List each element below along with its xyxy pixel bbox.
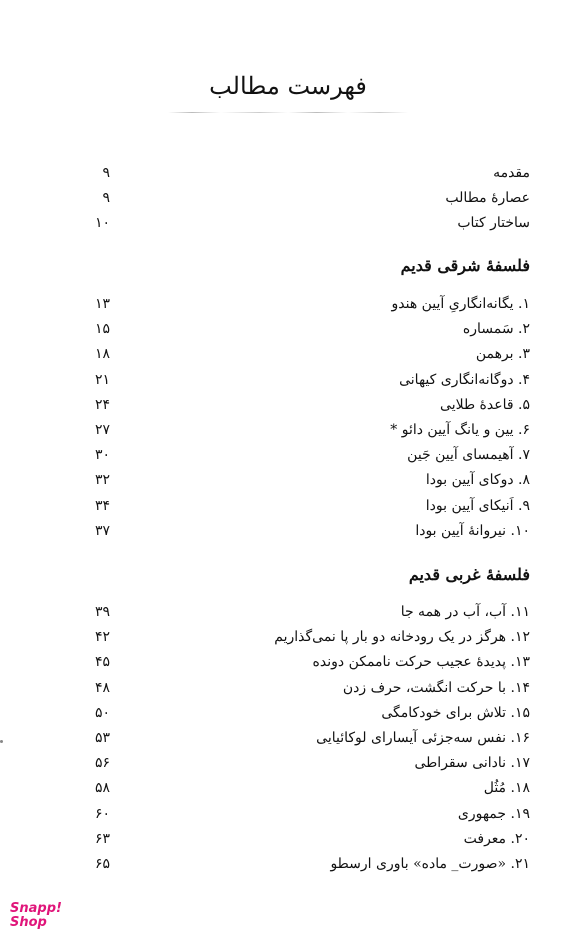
toc-entry (70, 343, 530, 365)
toc-entry-title: ۱۲. هرگز در یک رودخانه دو بار پا نمی‌گذاریم (274, 629, 530, 646)
toc-entry-title: ۶. یین و یانگ آیین دائو * (390, 422, 530, 438)
toc-entry-page: ۶۳ (94, 830, 110, 847)
toc-entry-title: ۲۰. معرفت (463, 830, 530, 847)
toc-entry-page: ۱۳ (94, 296, 110, 312)
title-underline (168, 112, 408, 113)
scan-speck (0, 740, 3, 743)
toc-entry-title: ۱۸. مُثُل (483, 780, 530, 797)
toc-entry-page: ۴۸ (94, 679, 110, 696)
toc-entry-page: ۱۸ (94, 346, 110, 363)
toc-entry-title: ۳. برهمن (475, 346, 530, 363)
toc-entry-title: ۸. دوکای آیین بودا (425, 472, 530, 489)
toc-entry-title: ۷. آهیمسای آیین جَین (407, 447, 530, 464)
toc-entry (70, 777, 530, 799)
toc-entry-title: ساختار کتاب (457, 215, 530, 231)
toc-entry-title: ۱۱. آب، آب در همه جا (400, 604, 530, 620)
toc-entry (70, 752, 530, 774)
toc-entry (70, 828, 530, 850)
toc-entry-page: ۳۷ (94, 522, 110, 539)
toc-entry (70, 727, 530, 749)
toc-entry-title: ۲۱. «صورت_ ماده» باوری ارسطو (330, 856, 530, 872)
toc-entry-page: ۱۵ (94, 321, 110, 338)
toc-entry-page: ۵۶ (94, 755, 110, 772)
toc-entry (70, 702, 530, 724)
toc-entry-page: ۴۵ (94, 654, 110, 671)
toc-entry-page: ۲۷ (94, 422, 110, 438)
toc-entry (70, 293, 530, 315)
toc-entry (70, 318, 530, 340)
toc-entry-page: ۳۴ (94, 497, 110, 514)
toc-entry (70, 495, 530, 517)
toc-entry-title: ۱۳. پدیدهٔ عجیب حرکت ناممکن دونده (312, 654, 530, 671)
toc-entry-title: ۱۴. با حرکت انگشت، حرف زدن (342, 679, 530, 696)
toc-entry-page: ۲۴ (94, 396, 110, 413)
toc-entry (70, 394, 530, 416)
toc-entry (70, 651, 530, 673)
toc-entry-title: ۱۹. جمهوری (457, 805, 530, 822)
toc-entry-title: مقدمه (493, 165, 530, 181)
toc-entry (70, 419, 530, 441)
toc-entry (70, 187, 530, 209)
snappshop-logo: Snapp! Shop (10, 901, 62, 930)
toc-entry (70, 444, 530, 466)
toc-entry-page: ۳۰ (94, 447, 110, 464)
toc-entry (70, 677, 530, 699)
toc-entry (70, 626, 530, 648)
toc-entry-title: ۹. اَنیکای آیین بودا (425, 497, 530, 514)
toc-entry-page: ۳۹ (94, 604, 110, 620)
toc-entry-title: ۲. سَمساره (462, 321, 530, 338)
toc-entry-title: ۱۵. تلاش برای خودکامگی (381, 704, 530, 721)
toc-entry (70, 853, 530, 875)
toc-entry-page: ۹ (102, 190, 110, 206)
toc-entry-page: ۹ (102, 165, 110, 181)
toc-entry (70, 212, 530, 234)
toc-entry-page: ۵۰ (94, 704, 110, 721)
toc-entry (70, 520, 530, 542)
toc-entry-page: ۴۲ (94, 629, 110, 646)
toc-entry-page: ۶۵ (94, 856, 110, 872)
toc-entry-title: عصارهٔ مطالب (445, 190, 530, 206)
toc-entry (70, 369, 530, 391)
toc-entry-page: ۳۲ (94, 472, 110, 489)
toc-entry-page: ۵۸ (94, 780, 110, 797)
toc-entry (70, 162, 530, 184)
toc-entry-page: ۱۰ (94, 215, 110, 231)
toc-entry (70, 469, 530, 491)
page-title: فهرست مطالب (209, 72, 367, 100)
toc-entry-title: ۱۶. نفس سه‌جزئی آیسارای لوکائیایی (316, 730, 530, 746)
toc-entry-page: ۵۳ (94, 730, 110, 746)
toc-entry-title: ۴. دوگانه‌انگاری کیهانی (399, 371, 530, 388)
toc-entry-title: ۱۷. نادانی سقراطی (414, 755, 530, 772)
toc-entry (70, 601, 530, 623)
toc-entry-title: ۱۰. نیروانهٔ آیین بودا (415, 522, 530, 539)
toc-entry-title: ۵. قاعدهٔ طلایی (440, 396, 530, 413)
toc-entry (70, 803, 530, 825)
toc-entry-page: ۲۱ (94, 371, 110, 388)
toc-entry-title: ۱. یگانه‌انگاریِ آیین هندو (391, 296, 530, 312)
toc-page: فهرست مطالب مقدمه ۹ عصارهٔ مطالب ۹ ساختار کتاب ۱۰ فلسفهٔ شرقی قدیم ۱. یگانه‌انگاریِ آیین هندو ۱۳ ۲. سَمساره ۱۵ ۳. برهمن ۱۸ ۴. دوگانه‌انگاری کیهانی ۲۱ ۵. قاعدهٔ طلایی ۲۴ ۶. یین و یانگ آیین دائو * ۲۷ ۷. آهیمسای آیین جَین ۳۰ ۸. دوکای آیین بودا ۳۲ ۹. اَنیکای آیین بودا ۳۴ ۱۰. نیروانهٔ آیین بودا ۳۷ فلسفهٔ غربی قدیم ۱۱. آب، آب در همه جا ۳۹ ۱۲. هرگز در یک رودخانه دو بار پا نمی‌گذاریم ۴۲ ۱۳. پدیدهٔ عجیب حرکت ناممکن دونده ۴۵ ۱۴. با حرکت انگشت، حرف زدن ۴۸ ۱۵. تلاش برای خودکامگی ۵۰ ۱۶. نفس سه‌جزئی آیسارای لوکائیایی ۵۳ ۱۷. نادانی سقراطی ۵۶ ۱۸. مُثُل ۵۸ ۱۹. جمهوری ۶۰ ۲۰. معرفت ۶۳ ۲۱. «صورت_ ماده» باوری ارسطو ۶۵ Snapp! Shop (0, 0, 576, 945)
toc-entry-page: ۶۰ (94, 805, 110, 822)
